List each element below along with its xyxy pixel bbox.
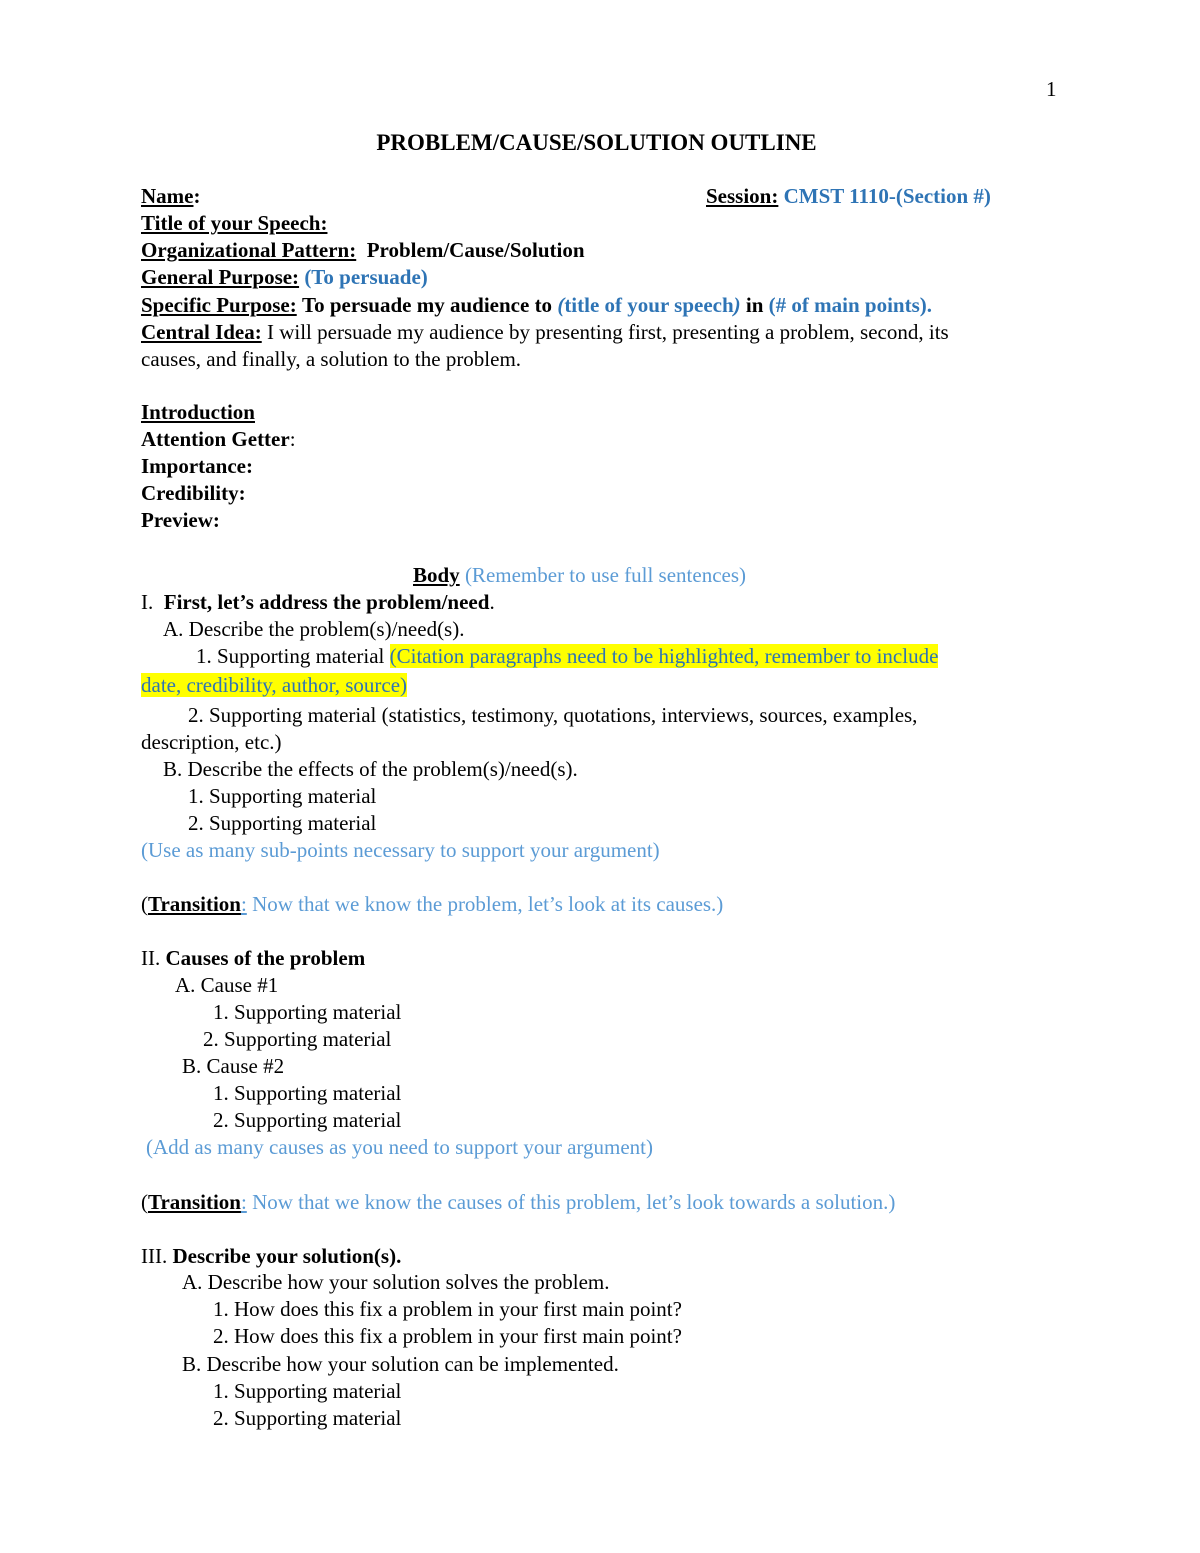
name-field: Name: xyxy=(141,184,201,208)
transition-1: (Transition: Now that we know the problem, let’s look at its causes.) xyxy=(141,892,724,916)
importance-label: Importance: xyxy=(141,454,253,478)
organizational-pattern xyxy=(141,237,585,263)
support-3b2: 2. Supporting material xyxy=(213,1406,402,1430)
central-idea-cont: causes, and finally, a solution to the problem. xyxy=(141,347,522,371)
speech-title-label: Title of your Speech: xyxy=(141,211,328,235)
support-3a1: 1. How does this fix a problem in your first main point? xyxy=(213,1297,682,1321)
session-label: Session: xyxy=(706,184,779,208)
purpose-value: (To persuade) xyxy=(304,265,428,289)
session-value: CMST 1110-(Section #) xyxy=(783,184,991,208)
central-idea: Central Idea: I will persuade my audience by presenting first, presenting a problem, second, its xyxy=(141,320,949,344)
subpoint-1a: A. Describe the problem(s)/need(s). xyxy=(163,617,465,641)
main-point-1: I. First, let’s address the problem/need. xyxy=(141,590,495,614)
attention-getter: Attention Getter: xyxy=(141,427,296,451)
point2-note: (Add as many causes as you need to support your argument) xyxy=(146,1135,653,1159)
pattern-value: Problem/Cause/Solution xyxy=(366,238,585,262)
body-heading: Body (Remember to use full sentences) xyxy=(413,563,747,587)
main-point-3: III. Describe your solution(s). xyxy=(141,1244,402,1268)
subpoint-3b: B. Describe how your solution can be implemented. xyxy=(182,1352,619,1376)
subpoint-2b: B. Cause #2 xyxy=(182,1054,285,1078)
support-2b2: 2. Supporting material xyxy=(213,1108,402,1132)
support-1a1-cont: date, credibility, author, source) xyxy=(141,673,408,697)
support-2a2: 2. Supporting material xyxy=(203,1027,392,1051)
subpoint-3a: A. Describe how your solution solves the problem. xyxy=(182,1270,610,1294)
credibility-label: Credibility: xyxy=(141,481,246,505)
pattern-label: Organizational Pattern: xyxy=(141,238,357,262)
support-3a2: 2. How does this fix a problem in your first main point? xyxy=(213,1324,682,1348)
general-purpose xyxy=(141,264,428,290)
support-1b2: 2. Supporting material xyxy=(188,811,377,835)
preview-label: Preview: xyxy=(141,508,220,532)
purpose-label: General Purpose: xyxy=(141,265,300,289)
support-1b1: 1. Supporting material xyxy=(188,784,377,808)
transition-2: (Transition: Now that we know the causes of this problem, let’s look towards a solution.) xyxy=(141,1190,896,1214)
central-label: Central Idea: xyxy=(141,320,262,344)
main-point-2: II. Causes of the problem xyxy=(141,946,366,970)
support-3b1: 1. Supporting material xyxy=(213,1379,402,1403)
document-title: PROBLEM/CAUSE/SOLUTION OUTLINE xyxy=(376,130,817,155)
body-note: (Remember to use full sentences) xyxy=(464,563,747,587)
specific-purpose: Specific Purpose: To persuade my audience to (title of your speech) in (# of main points). xyxy=(141,293,933,317)
support-1a2-cont: description, etc.) xyxy=(141,730,282,754)
session-field xyxy=(706,183,991,209)
support-1a1: 1. Supporting material (Citation paragraphs need to be highlighted, remember to include xyxy=(196,644,939,668)
subpoint-2a: A. Cause #1 xyxy=(175,973,279,997)
citation-highlight: (Citation paragraphs need to be highlighted, remember to include xyxy=(389,644,939,668)
point1-note: (Use as many sub-points necessary to support your argument) xyxy=(141,838,660,862)
specific-label: Specific Purpose: xyxy=(141,293,297,317)
support-1a2: 2. Supporting material (statistics, testimony, quotations, interviews, sources, examples, xyxy=(188,703,918,727)
name-label: Name xyxy=(141,184,194,208)
support-2b1: 1. Supporting material xyxy=(213,1081,402,1105)
introduction-heading: Introduction xyxy=(141,400,255,424)
subpoint-1b: B. Describe the effects of the problem(s)/need(s). xyxy=(163,757,578,781)
page-number: 1 xyxy=(1046,77,1057,101)
support-2a1: 1. Supporting material xyxy=(213,1000,402,1024)
